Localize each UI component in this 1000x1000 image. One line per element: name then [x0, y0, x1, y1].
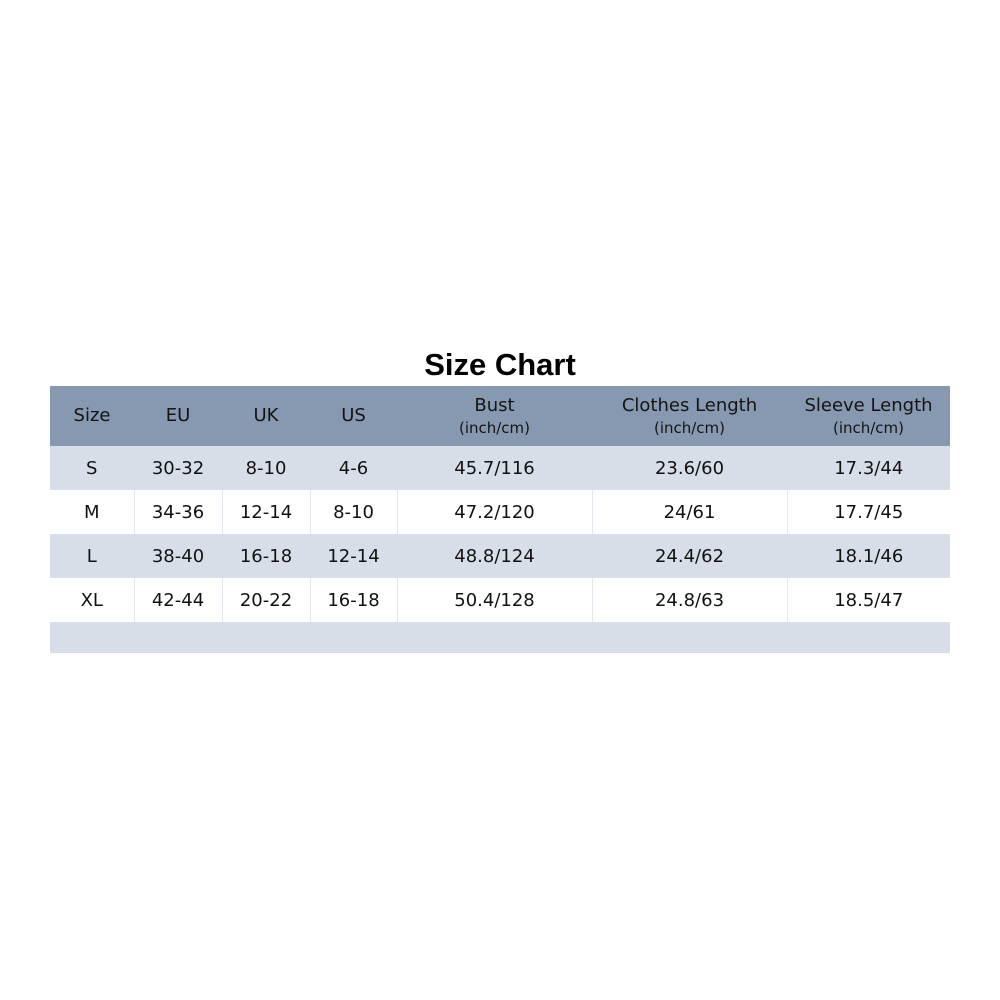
page-title: Size Chart: [424, 347, 576, 382]
cell-clothes-length: 24.8/63: [592, 578, 787, 622]
cell-size: M: [50, 490, 134, 534]
cell-clothes-length: 24/61: [592, 490, 787, 534]
cell-size: L: [50, 534, 134, 578]
cell-us: 16-18: [310, 578, 397, 622]
cell-uk: 16-18: [222, 534, 310, 578]
cell-us: 12-14: [310, 534, 397, 578]
header-eu-label: EU: [165, 405, 191, 426]
header-uk: [222, 386, 310, 446]
cell-bust: 47.2/120: [397, 490, 592, 534]
header-bust-label: Bust: [474, 395, 515, 416]
header-sleeve-length-unit: (inch/cm): [832, 419, 905, 437]
header-sleeve-length: [787, 386, 950, 446]
header-bust-unit: (inch/cm): [458, 419, 531, 437]
table-row: [50, 578, 950, 622]
size-chart-table: [50, 386, 950, 653]
header-clothes-length: [592, 386, 787, 446]
cell-uk: 20-22: [222, 578, 310, 622]
cell-bust: 48.8/124: [397, 534, 592, 578]
header-bust: [397, 386, 592, 446]
header-row: [50, 386, 950, 446]
header-clothes-length-label: Clothes Length: [621, 395, 758, 416]
cell-sleeve-length: 17.7/45: [787, 490, 950, 534]
header-clothes-length-unit: (inch/cm): [653, 419, 726, 437]
cell-bust: 45.7/116: [397, 446, 592, 490]
cell-clothes-length: 24.4/62: [592, 534, 787, 578]
header-size-label: Size: [73, 405, 111, 426]
table-row: [50, 446, 950, 490]
empty-row: [50, 622, 950, 653]
cell-clothes-length: 23.6/60: [592, 446, 787, 490]
cell-sleeve-length: 18.1/46: [787, 534, 950, 578]
cell-size: XL: [50, 578, 134, 622]
cell-us: 4-6: [310, 446, 397, 490]
cell-uk: 12-14: [222, 490, 310, 534]
cell-us: 8-10: [310, 490, 397, 534]
table-row: [50, 534, 950, 578]
empty-cell: [50, 622, 950, 653]
cell-sleeve-length: 17.3/44: [787, 446, 950, 490]
table-row: [50, 490, 950, 534]
header-size: [50, 386, 134, 446]
cell-sleeve-length: 18.5/47: [787, 578, 950, 622]
header-sleeve-length-label: Sleeve Length: [804, 395, 933, 416]
header-eu: [134, 386, 222, 446]
header-uk-label: UK: [253, 405, 279, 426]
header-us-label: US: [341, 405, 366, 426]
cell-bust: 50.4/128: [397, 578, 592, 622]
header-us: [310, 386, 397, 446]
cell-eu: 38-40: [134, 534, 222, 578]
cell-size: S: [50, 446, 134, 490]
cell-eu: 42-44: [134, 578, 222, 622]
cell-eu: 30-32: [134, 446, 222, 490]
cell-uk: 8-10: [222, 446, 310, 490]
cell-eu: 34-36: [134, 490, 222, 534]
